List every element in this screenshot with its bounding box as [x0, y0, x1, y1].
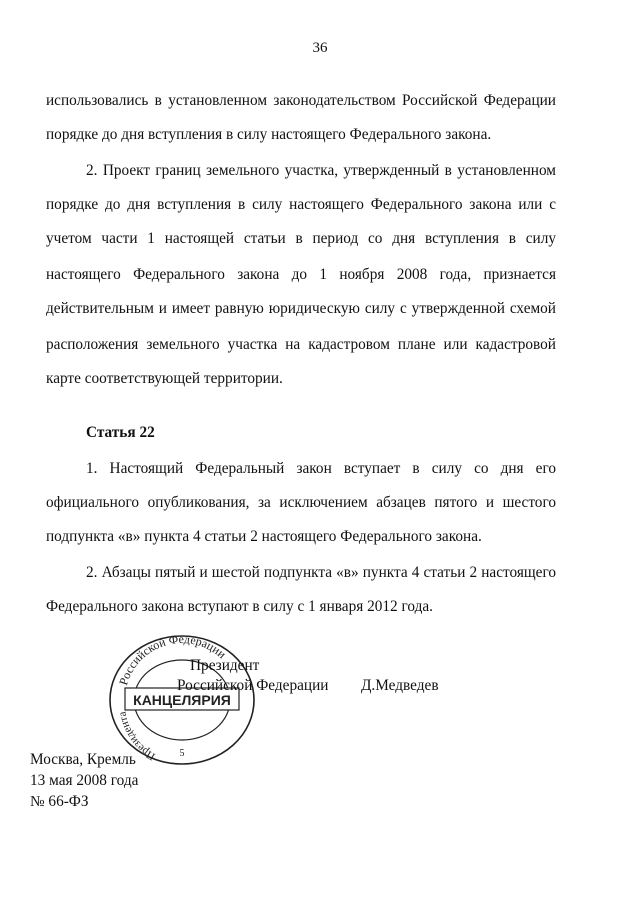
text-line: 2. Абзацы пятый и шестой подпункта «в» пункта 4 статьи 2 настоящего	[86, 564, 556, 581]
signatory-title-line2: Российской Федерации	[177, 677, 329, 694]
text-line: порядке до дня вступления в силу настоящего Федерального закона или с	[46, 196, 556, 213]
page-number: 36	[312, 40, 328, 56]
text-line: учетом части 1 настоящей статьи в период со дня вступления в силу	[46, 230, 556, 247]
text-line: действительным и имеет равную юридическую силу с утвержденной схемой	[46, 300, 556, 317]
signing-date: 13 мая 2008 года	[30, 772, 139, 789]
text-line: 2. Проект границ земельного участка, утвержденный в установленном	[86, 162, 556, 179]
text-line: порядке до дня вступления в силу настоящего Федерального закона.	[46, 126, 492, 143]
text-line: 1. Настоящий Федеральный закон вступает в силу со дня его	[86, 460, 556, 477]
text-line: карте соответствующей территории.	[46, 370, 283, 387]
article-heading: Статья 22	[86, 424, 155, 441]
stamp-bottom-text: 5	[179, 748, 185, 759]
stamp-center-text: КАНЦЕЛЯРИЯ	[133, 692, 231, 708]
signatory-title-line1: Президент	[190, 657, 260, 674]
text-line: подпункта «в» пункта 4 статьи 2 настоящего Федерального закона.	[46, 528, 482, 545]
text-line: настоящего Федерального закона до 1 ноября 2008 года, признается	[46, 266, 556, 283]
official-seal-stamp	[107, 634, 260, 766]
law-number: № 66-ФЗ	[30, 793, 89, 810]
text-line: расположения земельного участка на кадастровом плане или кадастровой	[46, 336, 556, 353]
signatory-name: Д.Медведев	[361, 677, 439, 694]
signing-place: Москва, Кремль	[30, 751, 136, 768]
stamp-left-text: Президента	[116, 710, 158, 763]
text-line: Федерального закона вступают в силу с 1 января 2012 года.	[46, 598, 434, 615]
stamp-outer-text: Российской Федерации	[116, 634, 229, 687]
text-line: официального опубликования, за исключением абзацев пятого и шестого	[46, 494, 556, 511]
text-line: использовались в установленном законодательством Российской Федерации	[46, 92, 556, 109]
